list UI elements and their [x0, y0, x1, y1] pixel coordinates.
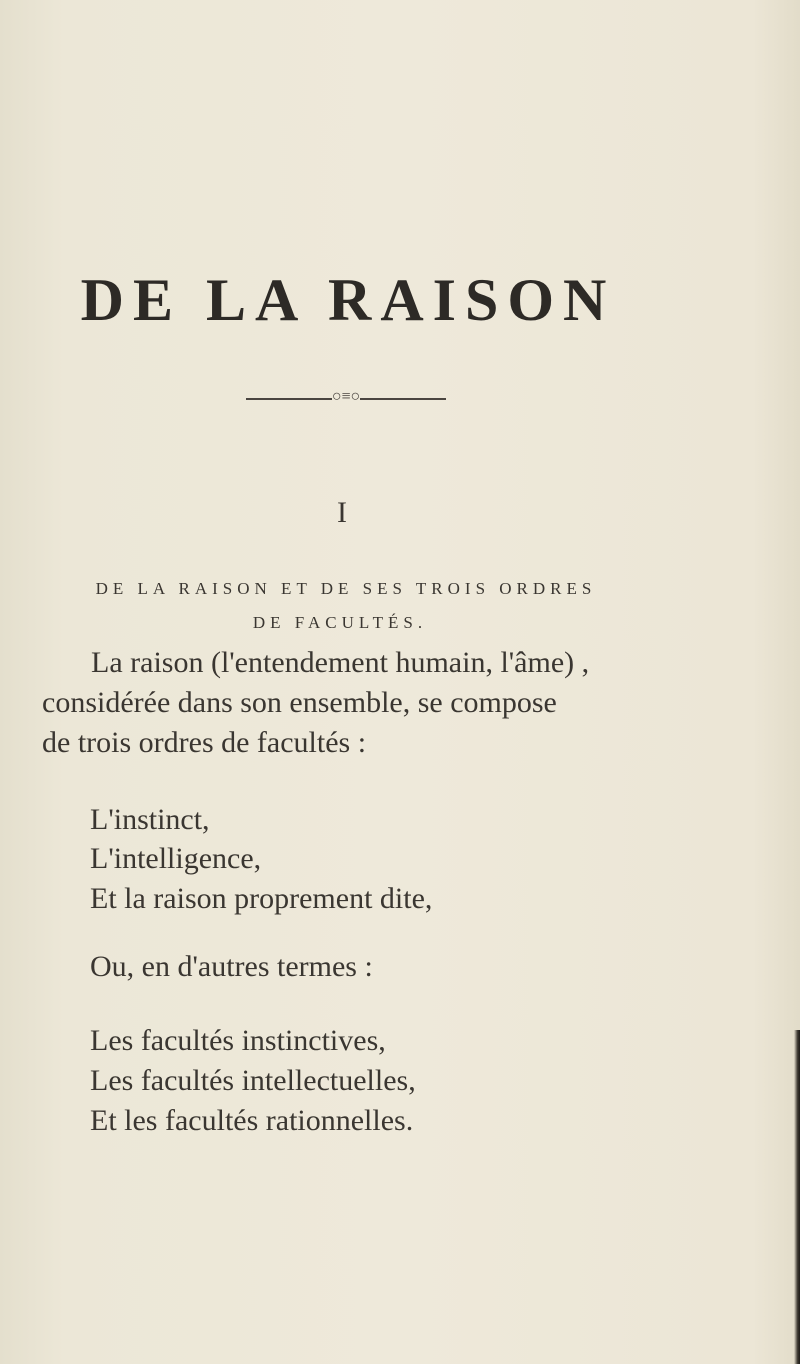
list-item: L'instinct,: [90, 803, 210, 836]
paragraph-line: de trois ordres de facultés :: [42, 726, 367, 759]
transition-line: Ou, en d'autres termes :: [90, 950, 373, 983]
ornament-rule-right: [360, 398, 446, 400]
list-item: L'intelligence,: [90, 842, 262, 875]
list-item: Et la raison proprement dite,: [90, 882, 433, 915]
section-numeral: I: [337, 496, 347, 529]
ornament-divider: [246, 388, 446, 406]
paragraph-line: considérée dans son ensemble, se compose: [42, 686, 557, 719]
intro-paragraph: [42, 643, 762, 763]
section-heading-line-1: DE LA RAISON ET DE SES TROIS ORDRES: [95, 579, 597, 598]
list-item: Les facultés intellectuelles,: [90, 1064, 416, 1097]
ornament-rule-left: [246, 398, 332, 400]
section-heading-line-2: DE FACULTÉS.: [252, 613, 428, 632]
page-edge-shadow: [794, 1030, 800, 1364]
ornament-glyph: ○≡○: [331, 388, 361, 405]
list-item: Les facultés instinctives,: [90, 1024, 386, 1057]
list-item: Et les facultés rationnelles.: [90, 1104, 414, 1137]
page-title: DE LA RAISON: [80, 267, 616, 333]
paragraph-line: La raison (l'entendement humain, l'âme) ,: [91, 646, 590, 679]
